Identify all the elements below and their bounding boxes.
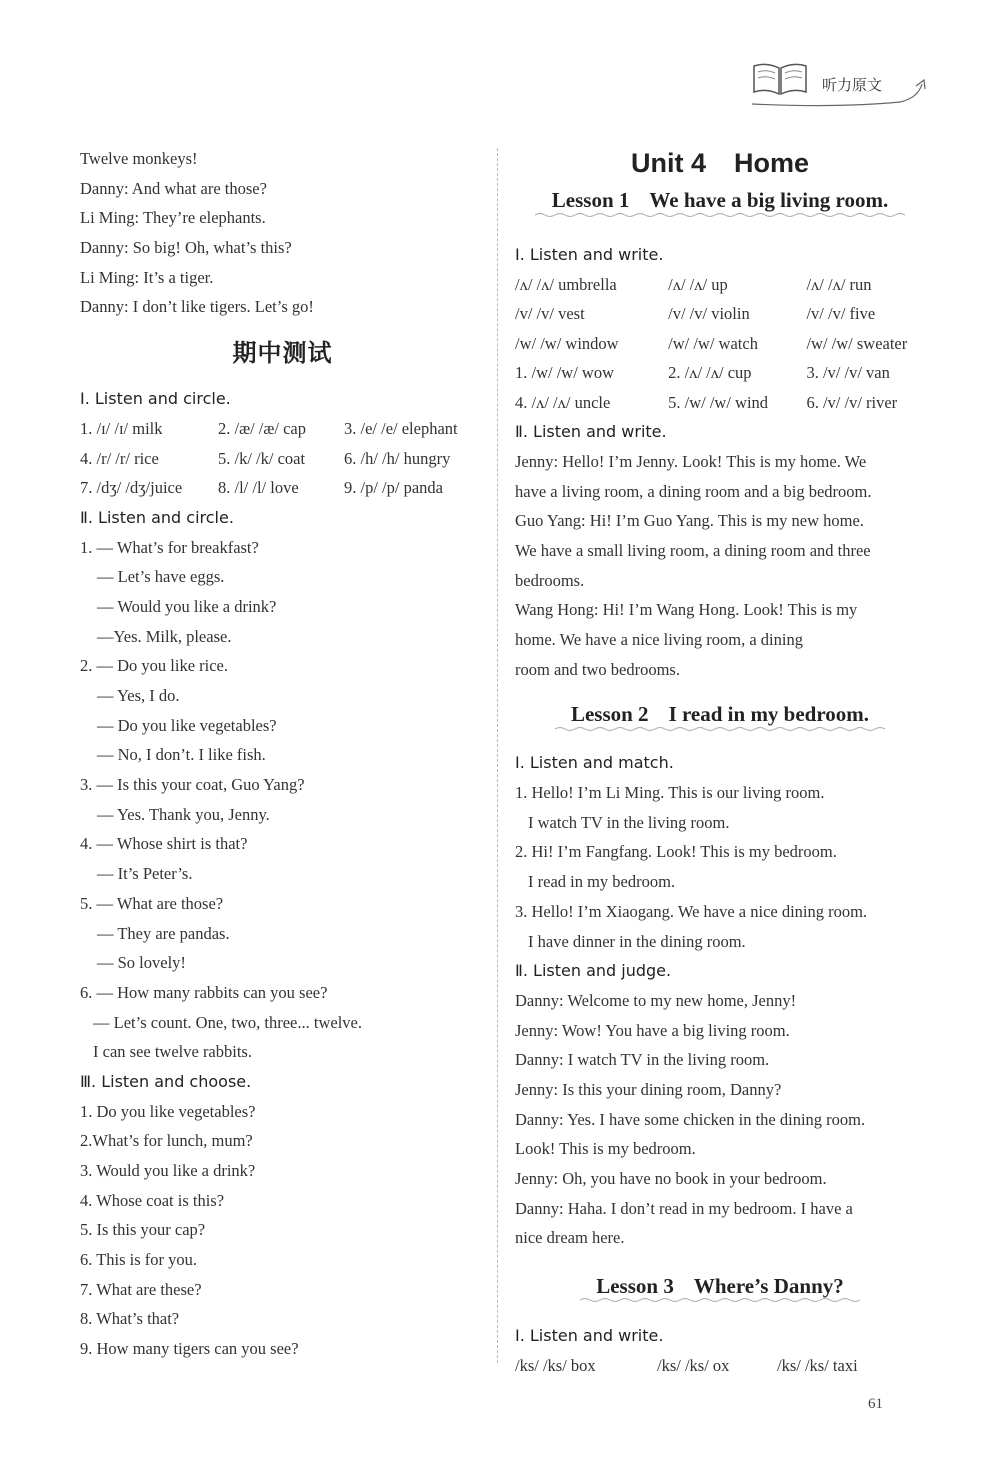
section-heading: Ⅱ. Listen and circle.: [80, 507, 234, 527]
exam-title: 期中测试: [232, 339, 333, 368]
passage-line: Danny: Haha. I don’t read in my bedroom. I have a: [515, 1198, 853, 1218]
phonics-row: [80, 473, 485, 503]
dialogue-line: — No, I don’t. I like fish.: [97, 745, 266, 765]
intro-dialogue: [80, 144, 485, 322]
dialogue-line: — Do you like vegetables?: [97, 715, 277, 735]
question-line: 1. Do you like vegetables?: [80, 1101, 256, 1121]
passage-line: 1. Hello! I’m Li Ming. This is our living room.: [515, 783, 825, 803]
phonics-item: 6. /h/ /h/ hungry: [344, 448, 451, 468]
phonics-item: 6. /v/ /v/ river: [806, 392, 898, 412]
lesson-title: [515, 182, 925, 226]
dialogue-line: 1. — What’s for breakfast?: [80, 537, 259, 557]
passage-line: Jenny: Is this your dining room, Danny?: [515, 1079, 782, 1099]
column-divider: [497, 148, 498, 1363]
lesson-title: [515, 1261, 925, 1313]
passage-line: Jenny: Wow! You have a big living room.: [515, 1020, 790, 1040]
phonics-item: /v/ /v/ five: [806, 304, 876, 324]
question-line: 6. This is for you.: [80, 1250, 198, 1270]
phonics-row: [515, 358, 925, 388]
dialogue-line: Li Ming: They’re elephants.: [80, 208, 266, 228]
lesson-name: I read in my bedroom.: [668, 702, 870, 727]
phonics-row: [515, 270, 925, 300]
question-line: 9. How many tigers can you see?: [80, 1339, 299, 1359]
page-header: [750, 60, 930, 110]
dialogue-line: — Yes. Thank you, Jenny.: [97, 804, 270, 824]
phonics-item: /ʌ/ /ʌ/ umbrella: [515, 274, 617, 294]
phonics-item: 4. /ʌ/ /ʌ/ uncle: [515, 392, 611, 412]
lesson-name: We have a big living room.: [649, 188, 889, 212]
lesson-number: Lesson 3: [596, 1274, 674, 1299]
section-heading: Ⅱ. Listen and judge.: [515, 961, 672, 981]
dialogue-line: — So lovely!: [97, 953, 186, 973]
header-swoosh: [750, 78, 930, 108]
passage-line: room and two bedrooms.: [515, 659, 680, 679]
dialogue-line: Danny: And what are those?: [80, 178, 267, 198]
passage-line: Wang Hong: Hi! I’m Wang Hong. Look! This is my: [515, 600, 858, 620]
right-column: [515, 144, 925, 1380]
lesson-number: Lesson 2: [570, 702, 649, 727]
section-heading: Ⅰ. Listen and circle.: [80, 389, 231, 409]
phonics-item: 4. /r/ /r/ rice: [80, 448, 159, 468]
phonics-item: /ʌ/ /ʌ/ run: [806, 274, 872, 294]
phonics-item: /ks/ /ks/ taxi: [777, 1355, 858, 1375]
phonics-item: 1. /w/ /w/ wow: [515, 363, 614, 383]
dialogue-line: — They are pandas.: [97, 923, 230, 943]
phonics-item: /w/ /w/ watch: [668, 333, 758, 353]
dialogue-line: Danny: I don’t like tigers. Let’s go!: [80, 297, 314, 317]
passage-line: Danny: I watch TV in the living room.: [515, 1050, 770, 1070]
phonics-item: /w/ /w/ sweater: [806, 333, 908, 353]
page-number: 61: [868, 1396, 883, 1412]
passage-line: We have a small living room, a dining room and three: [515, 540, 871, 560]
passage-line: Danny: Yes. I have some chicken in the dining room.: [515, 1109, 866, 1129]
unit-number: Unit 4: [630, 148, 706, 178]
passage-line: I read in my bedroom.: [528, 872, 676, 892]
phonics-row: [515, 329, 925, 359]
phonics-row: [515, 388, 925, 418]
unit-title: [515, 144, 925, 182]
section-heading: Ⅲ. Listen and choose.: [80, 1071, 252, 1091]
phonics-item: 3. /v/ /v/ van: [806, 363, 890, 383]
unit-name: Home: [734, 148, 810, 178]
passage-line: Look! This is my bedroom.: [515, 1139, 696, 1159]
header-title: 听力原文: [822, 76, 883, 94]
section-heading: Ⅰ. Listen and write.: [515, 245, 664, 264]
question-line: 8. What’s that?: [80, 1309, 180, 1329]
phonics-item: 2. /æ/ /æ/ cap: [218, 418, 306, 438]
phonics-item: /ʌ/ /ʌ/ up: [668, 274, 728, 294]
passage-line: home. We have a nice living room, a dining: [515, 630, 803, 649]
passage-line: 2. Hi! I’m Fangfang. Look! This is my bedroom.: [515, 842, 837, 862]
question-line: 3. Would you like a drink?: [80, 1161, 256, 1180]
dialogue-line: Li Ming: It’s a tiger.: [80, 267, 214, 287]
phonics-item: /v/ /v/ vest: [515, 304, 585, 324]
phonics-item: /w/ /w/ window: [515, 333, 619, 353]
phonics-item: 8. /l/ /l/ love: [218, 478, 299, 498]
passage-line: Jenny: Hello! I’m Jenny. Look! This is my home. We: [515, 451, 867, 471]
passage-line: 3. Hello! I’m Xiaogang. We have a nice dining room.: [515, 901, 868, 921]
phonics-item: 7. /dʒ/ /dʒ/juice: [80, 478, 183, 498]
phonics-item: 5. /k/ /k/ coat: [218, 448, 306, 468]
phonics-item: /ks/ /ks/ ox: [657, 1355, 730, 1375]
phonics-row: [515, 1351, 925, 1381]
passage-line: have a living room, a dining room and a big bedroom.: [515, 481, 872, 501]
passage-line: bedrooms.: [515, 570, 585, 590]
dialogue-line: — Yes, I do.: [97, 686, 180, 705]
passage-line: I watch TV in the living room.: [528, 812, 730, 832]
dialogue-line: I can see twelve rabbits.: [93, 1042, 252, 1062]
dialogue-line: —Yes. Milk, please.: [97, 626, 232, 646]
dialogue-line: — Let’s have eggs.: [97, 567, 225, 587]
passage-line: Guo Yang: Hi! I’m Guo Yang. This is my new home.: [515, 511, 864, 531]
dialogue-line: 4. — Whose shirt is that?: [80, 834, 248, 854]
phonics-item: 5. /w/ /w/ wind: [668, 392, 769, 412]
lesson-title: [515, 692, 925, 742]
wavy-underline: [535, 212, 905, 218]
passage-line: Danny: Welcome to my new home, Jenny!: [515, 990, 797, 1010]
passage-line: nice dream here.: [515, 1228, 625, 1248]
dialogue-line: 2. — Do you like rice.: [80, 656, 229, 676]
wavy-underline: [555, 726, 885, 732]
phonics-item: 9. /p/ /p/ panda: [344, 478, 443, 498]
section-heading: Ⅰ. Listen and write.: [515, 1326, 664, 1346]
question-line: 4. Whose coat is this?: [80, 1190, 225, 1210]
question-line: 5. Is this your cap?: [80, 1220, 206, 1240]
dialogue-line: — Would you like a drink?: [97, 596, 277, 616]
phonics-row: [515, 299, 925, 329]
passage-line: Jenny: Oh, you have no book in your bedroom.: [515, 1169, 827, 1188]
phonics-row: [80, 444, 485, 474]
dialogue-line: Danny: So big! Oh, what’s this?: [80, 238, 292, 258]
passage-line: I have dinner in the dining room.: [528, 931, 746, 951]
lesson-number: Lesson 1: [551, 188, 630, 212]
dialogue-line: Twelve monkeys!: [80, 149, 198, 168]
phonics-item: /v/ /v/ violin: [668, 304, 750, 324]
section-heading: Ⅱ. Listen and write.: [515, 422, 667, 442]
section-heading: Ⅰ. Listen and match.: [515, 753, 674, 773]
dialogue-line: — It’s Peter’s.: [97, 864, 193, 884]
dialogue-line: 6. — How many rabbits can you see?: [80, 982, 328, 1002]
dialogue-line: — Let’s count. One, two, three... twelve.: [93, 1012, 362, 1032]
question-line: 2.What’s for lunch, mum?: [80, 1131, 253, 1151]
phonics-row: [80, 414, 485, 444]
phonics-item: 3. /e/ /e/ elephant: [344, 418, 458, 438]
dialogue-line: 5. — What are those?: [80, 893, 224, 913]
dialogue-line: 3. — Is this your coat, Guo Yang?: [80, 775, 305, 795]
lesson-name: Where’s Danny?: [693, 1274, 844, 1299]
question-line: 7. What are these?: [80, 1279, 202, 1299]
phonics-item: 1. /ɪ/ /ɪ/ milk: [80, 418, 163, 438]
left-column: [80, 144, 485, 1364]
phonics-item: /ks/ /ks/ box: [515, 1355, 596, 1375]
phonics-item: 2. /ʌ/ /ʌ/ cup: [668, 363, 752, 383]
